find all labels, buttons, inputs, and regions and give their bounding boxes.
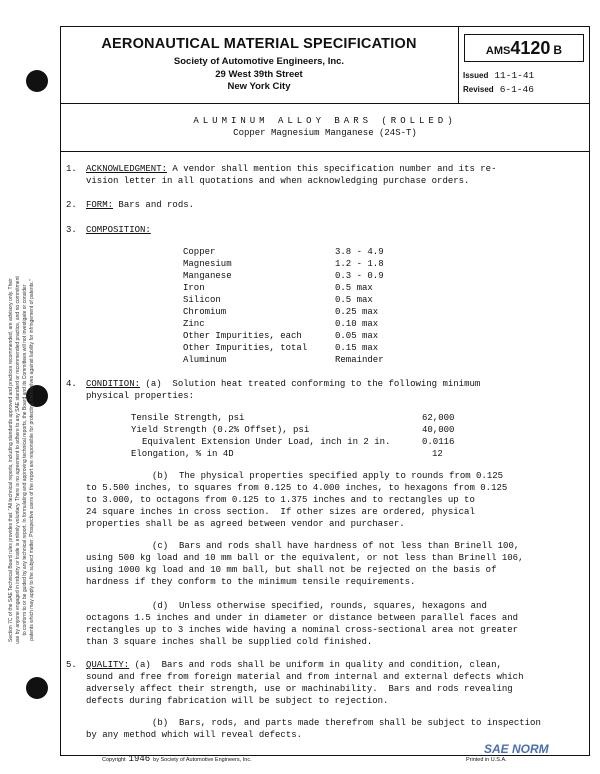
revised-row [463,84,534,95]
ams-number: 4120 [510,38,551,58]
section-4b-line: properties shall be as agreed between vendor and purchaser. [86,519,405,529]
punch-hole-top [26,70,48,92]
composition-element: Other Impurities, total [183,343,308,353]
section-1-text: A vendor shall mention this specification number and its re- [172,164,497,174]
composition-element: Chromium [183,307,227,317]
section-4-line-1 [86,378,480,390]
side-disclaimer-line: to conform to or be guided by any technical report. In formulating and approving technical reports, the Board and its Committees will not investigate or consider [22,284,28,636]
composition-value: Remainder [335,355,384,365]
composition-value: 0.10 max [335,319,379,329]
section-4d-line: than 3 square inches shall be supplied cold finished. [86,637,373,647]
publisher-street: 29 West 39th Street [215,69,303,80]
issued-row [463,70,534,81]
publisher-city: New York City [227,81,291,92]
title-divider [60,151,590,152]
revised-date: 6-1-46 [499,84,534,95]
section-2-text: Bars and rods. [118,200,195,210]
issued-date: 11-1-41 [494,70,535,81]
section-4d-line: octagons 1.5 inches and under in diameter or distance between parallel faces and [86,613,519,623]
section-1-line-1 [86,163,496,175]
property-value: 12 [432,449,443,459]
section-4a-text: (a) Solution heat treated conforming to the following minimum [145,379,481,389]
composition-element: Other Impurities, each [183,331,302,341]
section-4c-line: hardness if they conform to the minimum tensile requirements. [86,577,416,587]
property-label: Yield Strength (0.2% Offset), psi [131,425,310,435]
section-4c-line: using 1000 kg load and 10 mm ball, but shall not be rejected on the basis of [86,565,497,575]
property-value: 40,000 [422,425,455,435]
side-disclaimer-line: Section 7C of the SAE Technical Board rules provides that: "All technical reports, including standards approved and practices recommended, are advisory only. Their [8,278,14,642]
section-heading: QUALITY: [86,660,130,670]
document-title: ALUMINUM ALLOY BARS (ROLLED) [193,116,457,126]
section-5b-line: (b) Bars, rods, and parts made therefrom shall be subject to inspection [152,718,541,728]
section-4c-line: using 500 kg load and 10 mm ball or the equivalent, or not less than Brinell 106, [86,553,524,563]
composition-value: 3.8 - 4.9 [335,247,384,257]
document-subtitle: Copper Magnesium Manganese (24S-T) [233,128,417,138]
ams-number-box [464,34,584,62]
spec-header-title: AERONAUTICAL MATERIAL SPECIFICATION [101,36,417,52]
section-4d-line: (d) Unless otherwise specified, rounds, squares, hexagons and [152,601,487,611]
section-heading: CONDITION: [86,379,141,389]
section-number: 1. [66,164,77,174]
side-disclaimer-line: patents which may apply to the subject matter. Prospective users of the report are responsible for protecting themselves against liability for infringement of patents." [29,279,35,641]
ams-revision: B [553,43,563,57]
section-2-line [86,199,194,211]
side-disclaimer [8,212,36,708]
section-4b-line: to 3.000, to octagons from 0.125 to 1.375 inches and to rectangles up to [86,495,475,505]
side-disclaimer-line: use by anyone engaged in industry or trade is entirely voluntary. There is no agreement to adhere to any SAE standard or recommended practice, and no commitment [15,276,21,644]
section-4b-line: to 5.500 inches, to squares from 0.125 to 4.000 inches, to hexagons from 0.125 [86,483,508,493]
revised-label: Revised [463,85,494,94]
property-value: 0.0116 [422,437,455,447]
copyright-label: Copyright [102,757,126,763]
composition-element: Silicon [183,295,221,305]
section-1-line-2: vision letter in all quotations and when acknowledging purchase orders. [86,176,470,186]
section-4a-line-2: physical properties: [86,391,195,401]
section-4c-line: (c) Bars and rods shall have hardness of not less than Brinell 100, [152,541,520,551]
section-5a-line: sound and free from foreign material and from internal and external defects which [86,672,524,682]
section-4b-line: 24 square inches in cross section. If other sizes are ordered, physical [86,507,475,517]
ams-prefix: AMS [485,45,511,57]
printed-in: Printed in U.S.A. [466,757,507,763]
composition-value: 0.15 max [335,343,379,353]
composition-element: Magnesium [183,259,232,269]
section-5a-text: (a) Bars and rods shall be uniform in quality and condition, clean, [134,660,502,670]
section-5a-line: defects during fabrication will be subject to rejection. [86,696,389,706]
composition-value: 0.05 max [335,331,379,341]
composition-value: 1.2 - 1.8 [335,259,384,269]
section-heading: FORM: [86,200,114,210]
composition-element: Aluminum [183,355,227,365]
composition-value: 0.25 max [335,307,379,317]
spec-header [60,26,590,104]
section-5a-line: adversely affect their strength, use or machinability. Bars and rods revealing [86,684,513,694]
section-number: 2. [66,200,77,210]
composition-element: Iron [183,283,205,293]
property-value: 62,000 [422,413,455,423]
composition-value: 0.3 - 0.9 [335,271,384,281]
section-heading: COMPOSITION: [86,225,151,235]
section-number: 5. [66,660,77,670]
section-heading: ACKNOWLEDGMENT: [86,164,168,174]
section-4b-line: (b) The physical properties specified apply to rounds from 0.125 [152,471,504,481]
section-number: 4. [66,379,77,389]
section-5-line-1 [86,659,502,671]
composition-element: Zinc [183,319,205,329]
property-label: Elongation, % in 4D [131,449,234,459]
section-number: 3. [66,225,77,235]
ams-info-box [458,26,590,104]
composition-element: Copper [183,247,216,257]
copyright-holder: by Society of Automotive Engineers, Inc. [153,757,252,763]
composition-value: 0.5 max [335,283,373,293]
section-5b-line: by any method which will reveal defects. [86,730,303,740]
property-label: Equivalent Extension Under Load, inch in 2 in. [142,437,391,447]
composition-value: 0.5 max [335,295,373,305]
composition-element: Manganese [183,271,232,281]
sae-norm-logo: SAE NORM [484,742,549,756]
copyright-line [102,754,252,764]
copyright-year: 1946 [128,754,151,764]
section-4d-line: rectangles up to 3 inches wide having a nominal cross-sectional area not greater [86,625,519,635]
property-label: Tensile Strength, psi [131,413,245,423]
publisher-name: Society of Automotive Engineers, Inc. [173,56,345,67]
issued-label: Issued [463,71,489,80]
